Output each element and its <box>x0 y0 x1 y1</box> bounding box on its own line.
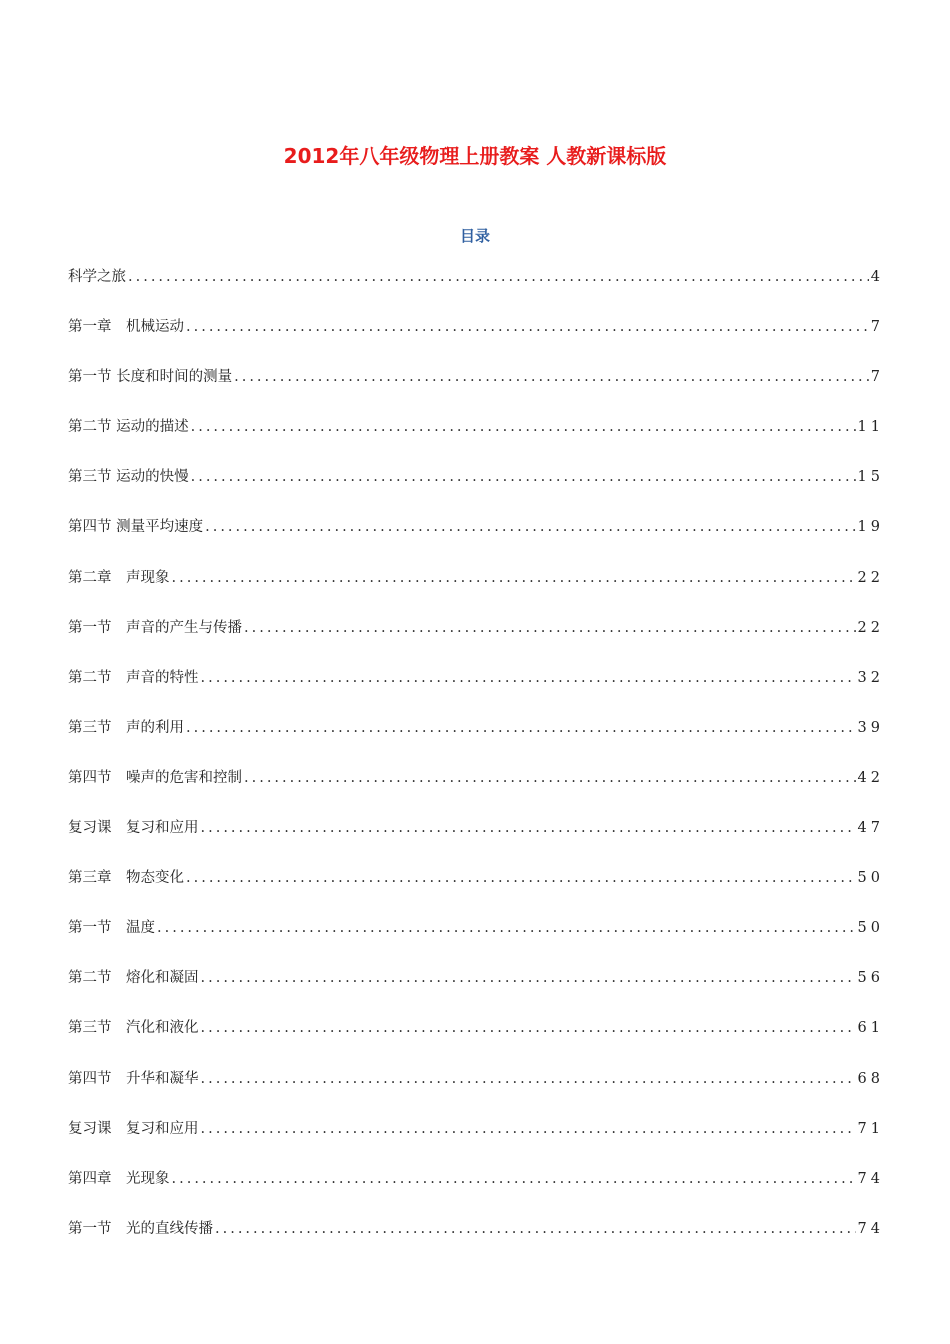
toc-entry[interactable] <box>68 515 884 565</box>
toc-entry-label: 第一节 光的直线传播 <box>68 1220 213 1237</box>
toc-entry[interactable] <box>68 365 884 415</box>
toc-entry-page-number: 50 <box>857 920 884 937</box>
toc-entry-label: 第一节 温度 <box>68 920 155 937</box>
toc-entry-label: 科学之旅 <box>68 269 126 285</box>
toc-entry-leader-dots <box>244 616 856 640</box>
toc-entry-label: 第一节 长度和时间的测量 <box>68 369 233 386</box>
toc-entry[interactable] <box>68 716 884 766</box>
toc-entry-label: 第四章 光现象 <box>68 1170 170 1187</box>
toc-entry-label: 第二节 熔化和凝固 <box>68 970 199 987</box>
toc-entry[interactable] <box>68 1117 884 1167</box>
toc-entry-label: 第二节 声音的特性 <box>68 669 199 686</box>
toc-entry-page-number: 11 <box>857 419 884 436</box>
toc-entry-page-number: 19 <box>857 519 884 536</box>
toc-entry-page-number: 56 <box>857 970 884 987</box>
toc-entry-label: 第一节 声音的产生与传播 <box>68 619 242 636</box>
toc-entry-page-number: 4 <box>870 269 884 285</box>
toc-entry-label: 第二章 声现象 <box>68 569 170 586</box>
toc-entry[interactable] <box>68 1167 884 1217</box>
toc-entry-leader-dots <box>186 716 856 740</box>
toc-entry-leader-dots <box>128 265 869 289</box>
toc-entry-leader-dots <box>172 1167 856 1191</box>
toc-entry-page-number: 50 <box>857 870 884 887</box>
toc-entry-leader-dots <box>201 1117 856 1141</box>
toc-entry[interactable] <box>68 265 884 315</box>
toc-entry-leader-dots <box>201 816 856 840</box>
toc-entry[interactable] <box>68 666 884 716</box>
toc-entry-leader-dots <box>186 315 869 339</box>
toc-entry-label: 第四节 噪声的危害和控制 <box>68 769 242 786</box>
toc-entry-label: 第三节 声的利用 <box>68 719 184 736</box>
toc-entry-leader-dots <box>186 866 856 890</box>
toc-entry-leader-dots <box>244 766 856 790</box>
toc-entry-page-number: 74 <box>857 1170 884 1187</box>
document-title: 2012年八年级物理上册教案 人教新课标版 <box>283 144 667 168</box>
toc-heading: 目录 <box>459 227 490 245</box>
toc-entry-page-number: 39 <box>857 719 884 736</box>
toc-entry[interactable] <box>68 465 884 515</box>
toc-entry-leader-dots <box>172 566 856 590</box>
toc-entry-page-number: 15 <box>857 469 884 486</box>
toc-entry-page-number: 7 <box>870 369 884 386</box>
toc-entry[interactable] <box>68 315 884 365</box>
toc-entry-label: 第一章 机械运动 <box>68 319 184 336</box>
toc-entry[interactable] <box>68 966 884 1016</box>
toc-entry-label: 第四节 升华和凝华 <box>68 1070 199 1087</box>
toc-entry-page-number: 42 <box>857 769 884 786</box>
toc-entry-page-number: 22 <box>857 619 884 636</box>
toc-entry[interactable] <box>68 1067 884 1117</box>
toc-entry-page-number: 71 <box>857 1120 884 1137</box>
toc-entry[interactable] <box>68 916 884 966</box>
toc-entry[interactable] <box>68 1217 884 1267</box>
toc-entry-leader-dots <box>191 415 856 439</box>
toc-entry[interactable] <box>68 866 884 916</box>
toc-entry-page-number: 61 <box>857 1020 884 1037</box>
toc-entry-label: 复习课 复习和应用 <box>68 1120 199 1137</box>
toc-entry-leader-dots <box>205 515 855 539</box>
toc-entry-page-number: 47 <box>857 820 884 837</box>
toc-entry-page-number: 74 <box>857 1220 884 1237</box>
toc-entry[interactable] <box>68 1016 884 1066</box>
toc-entry-label: 第三节 运动的快慢 <box>68 469 189 486</box>
toc-entry-label: 第二节 运动的描述 <box>68 419 189 436</box>
toc-entry[interactable] <box>68 566 884 616</box>
table-of-contents <box>68 265 884 1267</box>
toc-entry-leader-dots <box>201 666 856 690</box>
toc-entry-label: 第三节 汽化和液化 <box>68 1020 199 1037</box>
toc-entry-leader-dots <box>157 916 856 940</box>
toc-entry[interactable] <box>68 816 884 866</box>
toc-entry[interactable] <box>68 616 884 666</box>
toc-entry-leader-dots <box>201 966 856 990</box>
toc-entry-label: 第三章 物态变化 <box>68 870 184 887</box>
toc-entry-leader-dots <box>201 1067 856 1091</box>
toc-entry[interactable] <box>68 766 884 816</box>
toc-entry-page-number: 68 <box>857 1070 884 1087</box>
toc-entry-label: 复习课 复习和应用 <box>68 820 199 837</box>
toc-entry-leader-dots <box>215 1217 856 1241</box>
toc-entry-page-number: 32 <box>857 669 884 686</box>
toc-entry-label: 第四节 测量平均速度 <box>68 519 204 536</box>
toc-entry-leader-dots <box>191 465 856 489</box>
toc-entry-leader-dots <box>201 1016 856 1040</box>
toc-entry-leader-dots <box>234 365 869 389</box>
toc-entry-page-number: 7 <box>870 319 884 336</box>
toc-entry-page-number: 22 <box>857 569 884 586</box>
toc-entry[interactable] <box>68 415 884 465</box>
